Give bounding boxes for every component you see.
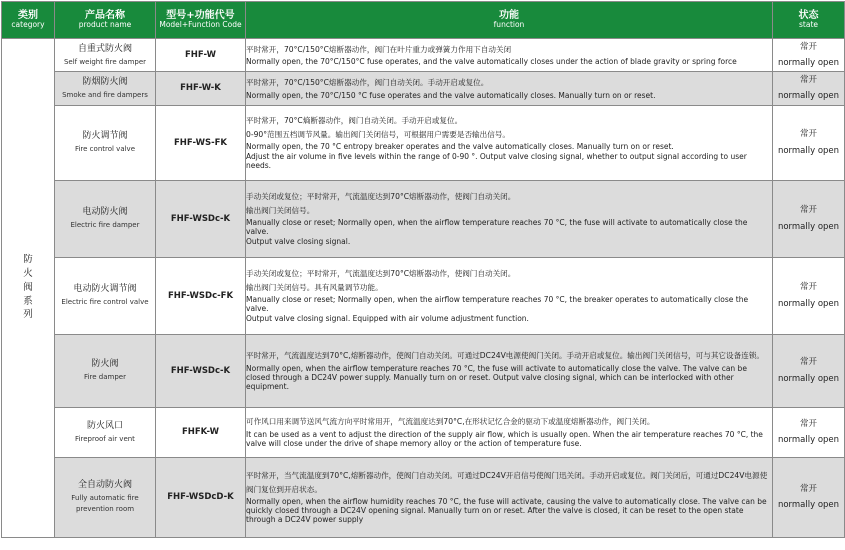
state-cell [773,39,845,72]
function-en: Manually close or reset; Normally open, when the airflow temperature reaches 70 °C, the fuse will activate to automatically close the valve. [246,218,748,237]
state-zh: 常开 [799,483,817,494]
product-name-en: Electric fire control valve [61,298,149,307]
function-cell [246,334,773,407]
product-spec-table [1,1,845,538]
header-product [55,2,156,39]
model-code: FHF-WSDcD-K [156,457,246,537]
product-name-zh: 防火阀 [91,359,119,370]
product-name-en: Fireproof air vent [75,434,135,443]
product-name-zh: 电动防火调节阀 [73,284,137,295]
function-zh: 0-90°范围五档调节风量。输出阀门关闭信号，可根据用户需要是否输出信号。 [246,130,511,140]
function-cell [246,72,773,105]
state-zh: 常开 [799,357,817,368]
header-category-en: category [11,20,45,30]
table-row [2,39,845,72]
model-code: FHF-WS-FK [156,105,246,180]
state-en: normally open [777,298,840,309]
function-en: Normally open, when the airflow temperature reaches 70 °C, the fuse will activate to automatically close the valve. The valve can be closed through a DC24V power supply. Manually turn on or reset. Output valve closing signal, which can be interlocked with other equipment. [246,363,747,391]
header-model-zh: 型号+功能代号 [166,9,235,21]
state-cell [773,72,845,105]
table-row [2,72,845,105]
product-name-en: Smoke and fire dampers [62,90,148,99]
state-cell [773,407,845,457]
category-char: 阀 [23,281,33,293]
function-cell [246,257,773,334]
category-cell [2,39,55,538]
model-code: FHF-WSDc-K [156,334,246,407]
product-name-zh: 自重式防火阀 [77,43,132,54]
function-en: Normally open, when the airflow humidity reaches 70 °C, the fuse will activate, causing the valve to automatically close. The valve can be quickly closed through a DC24V opening signal. Manually turn on or reset. After the valve is closed, it can be reset to the open state through a DC24V power supply [246,497,767,525]
product-name-en: Electric fire damper [70,221,140,230]
function-zh: 手动关闭或复位；平时常开，气流温度达到70°C熔断器动作，使阀门自动关闭。 [246,268,516,278]
product-name-cell [55,257,156,334]
state-en: normally open [777,58,840,69]
table-row [2,334,845,407]
model-code: FHF-W [156,39,246,72]
header-model [156,2,246,39]
function-cell [246,105,773,180]
model-code: FHF-WSDc-K [156,180,246,257]
product-name-zh: 防烟防火阀 [82,77,128,88]
product-name-cell [55,180,156,257]
function-zh: 可作风口用来调节送风气流方向平时常用开，气流温度达到70°C,在形状记忆合金的驱动下或温度熔断器动作，阀门关闭。 [246,417,655,427]
function-zh: 平时常开，70°C熵断器动作，阀门自动关闭。手动开启或复位。 [246,115,463,125]
header-function-zh: 功能 [499,9,519,21]
product-name-en: Fire damper [84,373,126,382]
state-en: normally open [777,435,840,446]
header-function [246,2,773,39]
header-state-en: state [799,20,818,30]
function-en: Output valve closing signal. Equipped with air volume adjustment function. [246,314,529,324]
table-row [2,105,845,180]
header-product-en: product name [78,20,132,30]
header-category [2,2,55,39]
table-row [2,407,845,457]
function-en: Normally open, the 70 °C entropy breaker operates and the valve automatically closes. Manually turn on or reset. [246,142,674,152]
state-cell [773,105,845,180]
state-en: normally open [777,500,840,511]
function-zh: 平时常开，气流温度达到70°C,熔断器动作，使阀门自动关闭。可通过DC24V电源使阀门关闭。手动开启或复位。输出阀门关闭信号，可与其它设备连锁。 [246,351,764,361]
function-en: Output valve closing signal. [246,237,351,247]
state-cell [773,334,845,407]
state-cell [773,257,845,334]
state-zh: 常开 [799,42,817,52]
product-name-en: Self weight fire damper [63,57,147,66]
product-name-en: Fully automatic fire prevention room [71,494,139,514]
product-name-cell [55,407,156,457]
state-zh: 常开 [799,205,817,216]
model-code: FHF-WSDc-FK [156,257,246,334]
product-name-zh: 防火调节阀 [82,131,128,142]
function-cell [246,407,773,457]
function-zh: 输出阀门关闭信号。具有风量调节功能。 [246,283,383,293]
state-zh: 常开 [799,418,817,429]
state-en: normally open [777,145,840,156]
category-char: 火 [23,268,33,280]
state-cell [773,180,845,257]
function-zh: 平时常开，70°C/150°C熔断器动作，阀门自动关闭。手动开启或复位。 [246,78,489,88]
function-zh: 平时常开，当气流温度到70°C,熔断器动作，使阀门自动关闭。可通过DC24V开启信号使阀门迅关闭。手动开启或复位。阀门关闭后，可通过DC24V电源使阀门复位到开启状态。 [246,470,768,495]
table-row [2,457,845,537]
product-name-zh: 全自动防火阀 [77,480,132,491]
product-name-cell [55,334,156,407]
state-zh: 常开 [799,129,817,140]
product-name-cell [55,105,156,180]
product-name-cell [55,457,156,537]
state-en: normally open [777,91,840,102]
header-model-en: Model+Function Code [159,20,242,30]
product-name-cell [55,72,156,105]
product-name-zh: 电动防火阀 [82,207,128,218]
model-code: FHFK-W [156,407,246,457]
function-zh: 输出阀门关闭信号。 [246,206,315,216]
state-zh: 常开 [799,282,817,293]
category-char: 列 [23,309,33,321]
product-name-zh: 防火风口 [86,420,123,431]
function-cell [246,457,773,537]
function-en: Manually close or reset; Normally open, when the airflow temperature reaches 70 °C, the breaker operates to automatically close the valve. [246,295,749,314]
table-row [2,257,845,334]
function-en: Normally open, the 70°C/150°C fuse operates, and the valve automatically closes under the action of blade gravity or spring force [246,57,737,67]
function-en: It can be used as a vent to adjust the direction of the supply air flow, which is usually open. When the air temperature reaches 70 °C, the valve will close under the drive of shape memory alloy or the action of temperature fuse. [246,429,763,448]
function-zh: 平时常开，70°C/150°C熔断器动作，阀门在叶片重力或弹簧力作用下自动关闭 [246,44,512,54]
function-zh: 手动关闭或复位；平时常开，气流温度达到70°C熔断器动作，使阀门自动关闭。 [246,191,516,201]
function-en: Adjust the air volume in five levels within the range of 0-90 °. Output valve closing signal, whether to output signal according to user needs. [246,152,747,171]
state-en: normally open [777,221,840,232]
category-char: 系 [23,295,33,307]
function-en: Normally open, the 70°C/150 °C fuse operates and the valve automatically closes. Manually turn on or reset. [246,90,656,100]
product-name-en: Fire control valve [74,145,136,154]
table-header-row [2,2,845,39]
header-product-zh: 产品名称 [85,9,125,21]
product-name-cell [55,39,156,72]
table-row [2,180,845,257]
state-cell [773,457,845,537]
model-code: FHF-W-K [156,72,246,105]
function-cell [246,180,773,257]
header-category-zh: 类别 [18,9,38,21]
function-cell [246,39,773,72]
header-function-en: function [493,20,525,30]
category-char: 防 [23,254,33,266]
header-state [773,2,845,39]
state-en: normally open [777,373,840,384]
state-zh: 常开 [799,75,817,86]
header-state-zh: 状态 [798,9,819,21]
